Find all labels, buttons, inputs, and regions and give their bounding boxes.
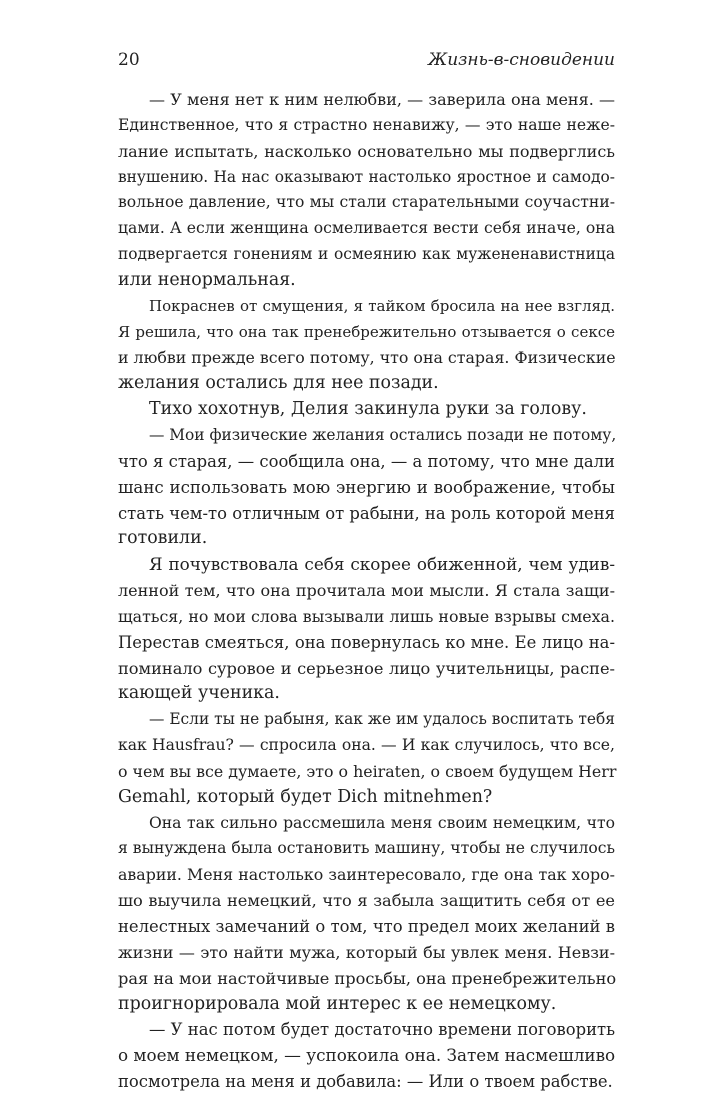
text-line: или ненормальная.	[118, 269, 296, 290]
text-line: Единственное, что я страстно ненавижу, — это наше неже-	[118, 115, 615, 134]
text-line: Gemahl, который будет Dich mitnehmen?	[118, 786, 493, 807]
text-line: желания остались для нее позади.	[118, 373, 439, 394]
text-line: жизни — это найти мужа, который бы увлек меня. Невзи-	[118, 942, 615, 962]
text-line: поминало суровое и серьезное лицо учительницы, распе-	[118, 658, 615, 678]
text-line: шо выучила немецкий, что я забыла защитить себя от ее	[118, 891, 615, 911]
text-line: Она так сильно рассмешила меня своим немецким, что	[149, 813, 615, 832]
text-line: что я старая, — сообщила она, — а потому, что мне дали	[118, 451, 615, 471]
text-line: нелестных замечаний о том, что предел моих желаний в	[118, 917, 615, 936]
text-line: щаться, но мои слова вызывали лишь новые взрывы смеха.	[118, 606, 615, 626]
text-line: как Hausfrau? — спросила она. — И как случилось, что все,	[118, 736, 615, 755]
text-line: — У меня нет к ним нелюбви, — заверила она меня. —	[149, 90, 615, 109]
text-line: — Мои физические желания остались позади не потому,	[149, 425, 617, 444]
text-line: Тихо хохотнув, Делия закинула руки за голову.	[149, 399, 587, 420]
text-line: внушению. На нас оказывают настолько яростное и самодо-	[118, 167, 615, 186]
text-line: шанс использовать мою энергию и воображение, чтобы	[118, 477, 615, 497]
text-line: ленной тем, что она прочитала мои мысли. Я стала защи-	[118, 581, 615, 601]
text-line: о моем немецком, — успокоила она. Затем насмешливо	[118, 1045, 616, 1066]
running-title: Жизнь-в-сновидении	[428, 50, 615, 70]
text-line: я вынуждена была остановить машину, чтобы не случилось	[118, 839, 615, 858]
text-line: — У нас потом будет достаточно времени поговорить	[149, 1020, 615, 1040]
text-line: цами. А если женщина осмеливается вести себя иначе, она	[118, 219, 615, 238]
page-number: 20	[118, 50, 140, 70]
text-line: лание испытать, насколько основательно мы подверглись	[118, 141, 615, 161]
body-text	[118, 87, 615, 1095]
text-line: посмотрела на меня и добавила: — Или о твоем рабстве.	[118, 1072, 613, 1092]
text-line: кающей ученика.	[118, 683, 280, 704]
text-line: готовили.	[118, 528, 208, 549]
text-line: — Если ты не рабыня, как же им удалось воспитать тебя	[149, 710, 615, 729]
text-line: и любви прежде всего потому, что она старая. Физические	[118, 348, 616, 368]
text-line: аварии. Меня настолько заинтересовало, где она так хоро-	[118, 865, 615, 885]
text-line: проигнорировала мой интерес к ее немецкому.	[118, 993, 557, 1014]
text-line: Перестав смеяться, она повернулась ко мне. Ее лицо на-	[118, 632, 615, 652]
page-header	[118, 50, 615, 76]
text-line: Я почувствовала себя скорее обиженной, чем удив-	[149, 554, 615, 575]
text-line: Покраснев от смущения, я тайком бросила на нее взгляд.	[149, 296, 615, 315]
text-line: вольное давление, что мы стали старательными соучастни-	[118, 193, 615, 212]
text-line: стать чем-то отличным от рабыни, на роль которой меня	[118, 503, 615, 523]
text-line: рая на мои настойчивые просьбы, она пренебрежительно	[118, 968, 617, 988]
text-line: подвергается гонениям и осмеянию как мужененавистница	[118, 245, 615, 264]
text-line: Я решила, что она так пренебрежительно отзывается о сексе	[118, 322, 615, 341]
text-line: о чем вы все думаете, это о heiraten, о своем будущем Herr	[118, 761, 617, 781]
